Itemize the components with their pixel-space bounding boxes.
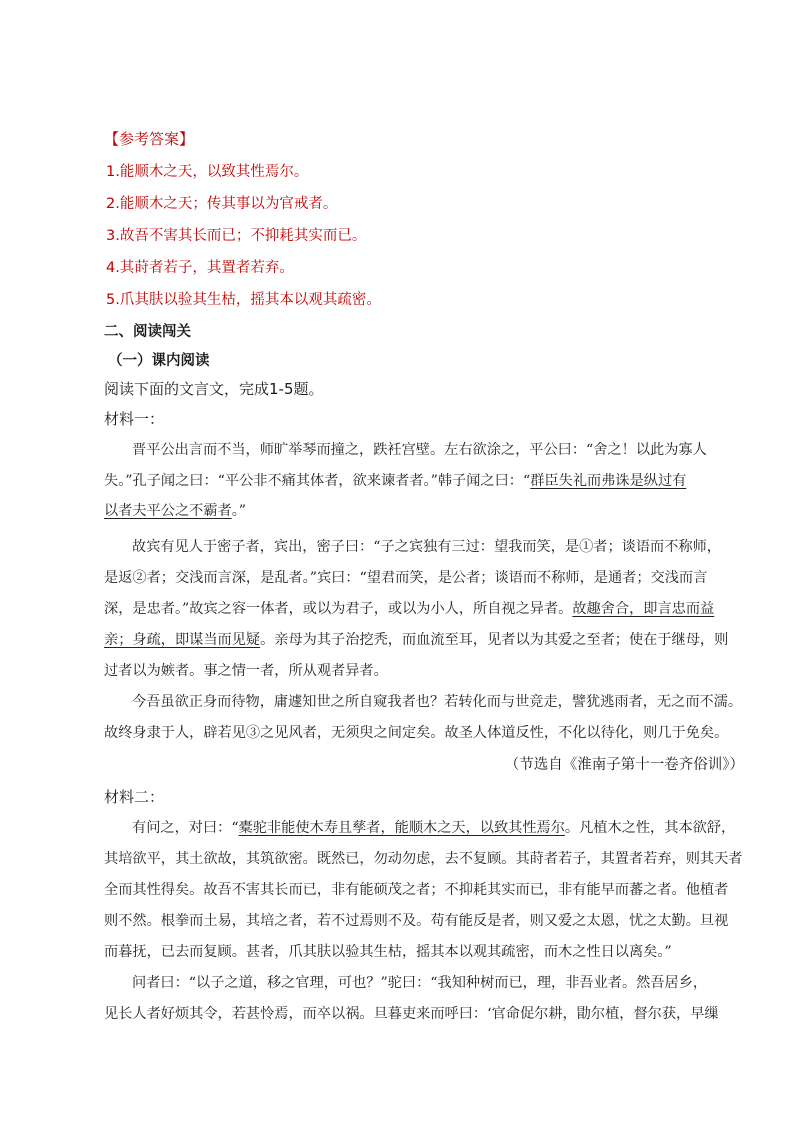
material2-line2: 其培欲平，其土欲故，其筑欲密。既然已，勿动勿虑，去不复顾。其莳者若子，其置者若弃，则其天者 [104, 851, 743, 867]
underlined-sentence: 故趣舍合，即言忠而益 [572, 601, 715, 617]
material2-underlined: 橐驼非能使木寿且孳者，能顺木之天，以致其性焉尔 [238, 820, 565, 836]
underlined-quote: 群臣失礼而弗诛是纵过有 [530, 473, 687, 489]
material1-label: 材料一： [104, 410, 165, 428]
material1-p1-line2-text: 失。”孔子闻之曰：“平公非不痛其体者，欲来谏者者。”韩子闻之曰：“ [104, 473, 531, 489]
material2-line1 [132, 817, 735, 837]
answer-item-1: 1.能顺木之天，以致其性焉尔。 [106, 164, 309, 180]
material1-p2-line1: 故宾有见人于密子者，宾出，密子曰：“子之宾独有三过：望我而笑，是①者；谈语而不称师， [132, 539, 721, 555]
answer-item-3: 3.故吾不害其长而已；不抑耗其实而已。 [106, 228, 367, 244]
material2-line1-text: 有问之，对曰：“ [132, 820, 239, 836]
source-citation: （节选自《淮南子第十一卷齐俗训》） [504, 757, 744, 773]
underlined-sentence-cont: 亲；身疏，即谋当而见疑 [104, 632, 261, 648]
material2-line6: 问者曰：“以子之道，移之官理，可也？”驼曰：“我知种树而已，理，非吾业者。然吾居乡， [132, 975, 708, 991]
section-subtitle: （一）课内阅读 [108, 353, 210, 369]
material1-p2-line3 [104, 598, 714, 618]
material1-p3-line2: 故终身隶于人，辟若见③之见风者，无须臾之间定矣。故圣人体道反性，不化以待化，则几于免矣。 [104, 725, 729, 741]
material2-line7: 见长人者好烦其令，若甚怜焉，而卒以祸。旦暮吏来而呼曰：‘官命促尔耕，勖尔植，督尔获，早缫 [104, 1006, 719, 1022]
material1-p3-line1: 今吾虽欲正身而待物，庸遽知世之所自窥我者也？若转化而与世竞走，譬犹逃雨者，无之而不濡。 [132, 694, 743, 710]
material1-p2-line2: 是返②者；交浅而言深，是乱者。”宾曰：“望君而笑，是公者；谈语而不称师，是通者；交浅而言 [104, 570, 708, 586]
instruction-text: 阅读下面的文言文，完成1-5题。 [104, 380, 324, 398]
material2-line3: 全而其性得矣。故吾不害其长而已，非有能硕茂之者；不抑耗其实而已，非有能早而蕃之者。他植者 [104, 882, 729, 898]
material1-p2-line4 [104, 629, 728, 649]
material1-p2-line4-text: 。亲母为其子治挖秃，而血流至耳，见者以为其爱之至者；使在于继母，则 [260, 632, 729, 648]
material1-p1-line2 [104, 470, 686, 490]
material1-p1-line1: 晋平公出言而不当，师旷举琴而撞之，跌衽宫壁。左右欲涂之，平公曰：“舍之！以此为寡人 [132, 442, 707, 458]
material2-line1-end: 。凡植木之性，其本欲舒， [564, 820, 736, 836]
material1-p1-line3 [104, 500, 246, 520]
answer-heading: 【参考答案】 [104, 130, 195, 148]
answer-item-4: 4.其莳者若子，其置者若弃。 [106, 260, 294, 276]
material2-line4: 则不然。根拳而土易，其培之者，若不过焉则不及。苟有能反是者，则又爱之太恩，忧之太勤。旦视 [104, 913, 729, 929]
material1-p2-line5: 过者以为嫉者。事之情一者，所从观者异者。 [104, 663, 388, 679]
material2-label: 材料二： [104, 788, 165, 806]
underlined-quote-cont: 以者夫平公之不霸者 [104, 503, 232, 519]
material1-p1-line3-end: 。” [231, 503, 247, 519]
answer-item-5: 5.爪其肤以验其生枯，摇其本以观其疏密。 [106, 292, 381, 308]
material1-p2-line3-text: 深，是忠者。”故宾之容一体者，或以为君子，或以为小人，所自视之异者。 [104, 601, 573, 617]
section-title: 二、阅读闯关 [104, 324, 191, 340]
answer-item-2: 2.能顺木之天；传其事以为官戒者。 [106, 196, 338, 212]
material2-line5: 而暮抚，已去而复顾。甚者，爪其肤以验其生枯，摇其本以观其疏密，而木之性日以离矣。” [104, 944, 672, 960]
